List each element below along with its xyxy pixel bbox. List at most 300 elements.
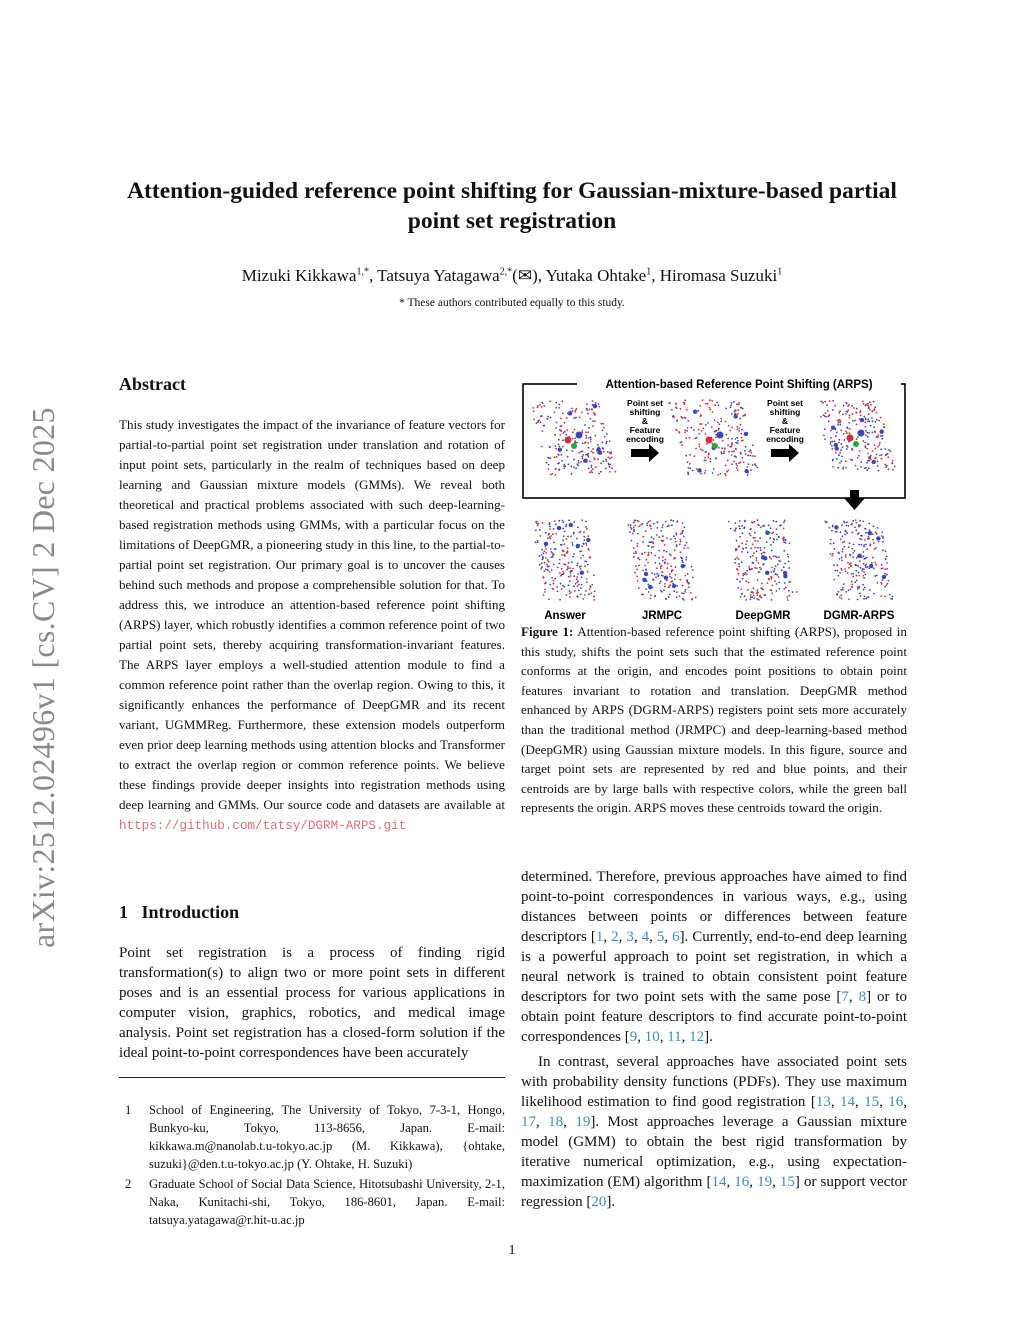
cloud-point bbox=[745, 446, 747, 448]
cloud-point bbox=[644, 552, 646, 554]
cloud-point bbox=[609, 466, 611, 468]
cloud-point bbox=[754, 540, 756, 542]
cloud-point bbox=[646, 559, 648, 561]
cloud-point bbox=[890, 598, 892, 600]
cloud-point bbox=[741, 429, 743, 431]
author-affiliation: 1 bbox=[646, 266, 652, 278]
citation-link[interactable]: 15 bbox=[864, 1094, 880, 1110]
cloud-point bbox=[758, 571, 760, 573]
cloud-point bbox=[609, 440, 611, 442]
cloud-cluster bbox=[569, 523, 573, 527]
cloud-point bbox=[685, 575, 687, 577]
cloud-point bbox=[792, 591, 794, 593]
cloud-point bbox=[568, 576, 570, 578]
cloud-point bbox=[541, 446, 543, 448]
cloud-point bbox=[877, 460, 879, 462]
cloud-point bbox=[649, 520, 651, 522]
cloud-point bbox=[750, 596, 752, 598]
cloud-point bbox=[848, 589, 850, 591]
cloud-point bbox=[556, 456, 558, 458]
cloud-point bbox=[776, 534, 778, 536]
cloud-point bbox=[778, 536, 780, 538]
citation-link[interactable]: 9 bbox=[629, 1029, 638, 1045]
cloud-point bbox=[586, 403, 588, 405]
cloud-point bbox=[864, 574, 866, 576]
cloud-point bbox=[741, 561, 743, 563]
cloud-point bbox=[865, 598, 867, 600]
cloud-point bbox=[549, 400, 551, 402]
cloud-point bbox=[834, 405, 836, 407]
cloud-cluster bbox=[835, 446, 839, 450]
cloud-point bbox=[858, 532, 860, 534]
citation-link[interactable]: 16 bbox=[734, 1174, 750, 1190]
citation-link[interactable]: 14 bbox=[839, 1094, 855, 1110]
cloud-point bbox=[661, 565, 663, 567]
cloud-point bbox=[833, 579, 835, 581]
cloud-point bbox=[553, 528, 555, 530]
cloud-point bbox=[846, 403, 848, 405]
cloud-point bbox=[857, 468, 859, 470]
cloud-point bbox=[867, 538, 869, 540]
cloud-point bbox=[858, 544, 860, 546]
right-arrow-icon bbox=[631, 444, 659, 462]
cloud-point bbox=[712, 411, 714, 413]
cloud-point bbox=[681, 592, 683, 594]
cloud-point bbox=[585, 542, 587, 544]
cloud-point bbox=[709, 458, 711, 460]
cloud-point bbox=[752, 455, 754, 457]
step-label-line: Point set bbox=[627, 398, 663, 408]
cloud-point bbox=[874, 448, 876, 450]
cloud-point bbox=[541, 402, 543, 404]
cloud-point bbox=[862, 440, 864, 442]
cloud-point bbox=[866, 469, 868, 471]
citation-link[interactable]: 10 bbox=[644, 1029, 660, 1045]
cloud-point bbox=[687, 474, 689, 476]
cloud-point bbox=[665, 598, 667, 600]
cloud-point bbox=[788, 567, 790, 569]
cloud-point bbox=[560, 430, 562, 432]
cloud-point bbox=[778, 582, 780, 584]
cloud-point bbox=[680, 533, 682, 535]
step-label-line: Feature bbox=[629, 425, 661, 435]
cloud-point bbox=[733, 450, 735, 452]
cloud-point bbox=[830, 553, 832, 555]
cloud-point bbox=[736, 578, 738, 580]
cloud-point bbox=[832, 553, 834, 555]
cloud-point bbox=[554, 445, 556, 447]
cloud-point bbox=[731, 463, 733, 465]
cloud-point bbox=[852, 520, 854, 522]
cloud-point bbox=[852, 413, 854, 415]
cloud-point bbox=[728, 521, 730, 523]
cloud-point bbox=[721, 447, 723, 449]
cloud-point bbox=[833, 542, 835, 544]
citation-link[interactable]: 6 bbox=[672, 929, 680, 945]
cloud-point bbox=[840, 538, 842, 540]
cloud-point bbox=[757, 547, 759, 549]
cloud-point bbox=[862, 584, 864, 586]
cloud-point bbox=[659, 583, 661, 585]
cloud-point bbox=[673, 415, 675, 417]
cloud-point bbox=[701, 423, 703, 425]
cloud-point bbox=[771, 550, 773, 552]
cloud-point bbox=[883, 427, 885, 429]
cloud-point bbox=[573, 417, 575, 419]
cloud-point bbox=[545, 532, 547, 534]
paper-title: Attention-guided reference point shifting for Gaussian-mixture-based partial point set registration bbox=[127, 178, 897, 234]
cloud-point bbox=[840, 460, 842, 462]
down-arrow-icon bbox=[844, 490, 865, 510]
cloud-point bbox=[561, 460, 563, 462]
cloud-cluster bbox=[557, 526, 561, 530]
cloud-point bbox=[707, 456, 709, 458]
cloud-point bbox=[552, 552, 554, 554]
cloud-cluster bbox=[761, 555, 765, 559]
cloud-point bbox=[831, 445, 833, 447]
cloud-point bbox=[737, 409, 739, 411]
cloud-point bbox=[752, 562, 754, 564]
cloud-point bbox=[877, 446, 879, 448]
cloud-point bbox=[847, 409, 849, 411]
citation-link[interactable]: 11 bbox=[667, 1029, 682, 1045]
cloud-point bbox=[788, 590, 790, 592]
cloud-point bbox=[840, 594, 842, 596]
cloud-point bbox=[567, 567, 569, 569]
cloud-point bbox=[866, 557, 868, 559]
cloud-point bbox=[767, 582, 769, 584]
cloud-point bbox=[562, 520, 564, 522]
cloud-point bbox=[742, 408, 744, 410]
source-code-link[interactable]: https://github.com/tatsy/DGRM-ARPS.git bbox=[119, 819, 407, 833]
cloud-point bbox=[605, 442, 607, 444]
cloud-point bbox=[705, 403, 707, 405]
cloud-point bbox=[684, 591, 686, 593]
text-run: ]. bbox=[606, 1194, 616, 1210]
cloud-point bbox=[742, 440, 744, 442]
cloud-point bbox=[846, 448, 848, 450]
mail-icon[interactable]: (✉) bbox=[512, 266, 538, 285]
cloud-point bbox=[867, 418, 869, 420]
author-affiliation: 2,* bbox=[499, 266, 513, 278]
cloud-point bbox=[760, 547, 762, 549]
citation-link[interactable]: 20 bbox=[591, 1194, 607, 1210]
cloud-point bbox=[773, 538, 775, 540]
cloud-point bbox=[871, 417, 873, 419]
text-run: ] or to obtain point feature descriptors to find accurate point-to-point correspondences [ bbox=[521, 989, 907, 1045]
cloud-point bbox=[696, 437, 698, 439]
cloud-point bbox=[642, 541, 644, 543]
cloud-point bbox=[670, 519, 672, 521]
cloud-point bbox=[589, 557, 591, 559]
cloud-point bbox=[679, 579, 681, 581]
cloud-point bbox=[715, 457, 717, 459]
cloud-point bbox=[783, 588, 785, 590]
cloud-point bbox=[751, 568, 753, 570]
cloud-point bbox=[587, 442, 589, 444]
cloud-point bbox=[750, 452, 752, 454]
cloud-point bbox=[584, 594, 586, 596]
cloud-point bbox=[881, 531, 883, 533]
cloud-point bbox=[686, 556, 688, 558]
citation-link[interactable]: 18 bbox=[548, 1114, 564, 1130]
cloud-point bbox=[670, 565, 672, 567]
cloud-point bbox=[745, 543, 747, 545]
citation-link[interactable]: 19 bbox=[575, 1114, 591, 1130]
cloud-point bbox=[770, 589, 772, 591]
cloud-point bbox=[564, 555, 566, 557]
cloud-point bbox=[863, 589, 865, 591]
cloud-point bbox=[867, 460, 869, 462]
cloud-point bbox=[702, 449, 704, 451]
cloud-point bbox=[723, 452, 725, 454]
cloud-point bbox=[654, 562, 656, 564]
citation-link[interactable]: 17 bbox=[521, 1114, 536, 1130]
cloud-point bbox=[776, 583, 778, 585]
cloud-point bbox=[708, 452, 710, 454]
cloud-point bbox=[881, 583, 883, 585]
cloud-point bbox=[638, 557, 640, 559]
cloud-point bbox=[875, 531, 877, 533]
cloud-point bbox=[605, 468, 607, 470]
cloud-point bbox=[592, 448, 594, 450]
cloud-point bbox=[744, 450, 746, 452]
cloud-cluster bbox=[876, 536, 880, 540]
cloud-point bbox=[853, 544, 855, 546]
cloud-point bbox=[875, 421, 877, 423]
cloud-point bbox=[873, 426, 875, 428]
cloud-point bbox=[756, 598, 758, 600]
cloud-point bbox=[646, 525, 648, 527]
cloud-point bbox=[861, 539, 863, 541]
cloud-point bbox=[764, 594, 766, 596]
cloud-point bbox=[566, 552, 568, 554]
citation-link[interactable]: 8 bbox=[858, 989, 867, 1005]
cloud-point bbox=[727, 444, 729, 446]
arxiv-identifier: arXiv:2512.02496v1 [cs.CV] 2 Dec 2025 bbox=[25, 407, 61, 948]
cloud-point bbox=[592, 468, 594, 470]
citation-link[interactable]: 2 bbox=[611, 929, 619, 945]
cloud-point bbox=[532, 407, 534, 409]
cloud-point bbox=[588, 593, 590, 595]
footnote-number: 1 bbox=[125, 1103, 132, 1117]
citation-link[interactable]: 1 bbox=[595, 929, 604, 945]
citation-link[interactable]: 5 bbox=[656, 929, 665, 945]
cloud-point bbox=[681, 532, 683, 534]
cloud-point bbox=[840, 449, 842, 451]
cloud-point bbox=[546, 418, 548, 420]
cloud-point bbox=[665, 521, 667, 523]
cloud-point bbox=[842, 589, 844, 591]
cloud-point bbox=[847, 411, 849, 413]
cloud-point bbox=[725, 465, 727, 467]
cloud-point bbox=[660, 590, 662, 592]
cloud-point bbox=[633, 547, 635, 549]
cloud-point bbox=[568, 584, 570, 586]
cloud-point bbox=[736, 467, 738, 469]
cloud-point bbox=[740, 433, 742, 435]
citation-link[interactable]: 12 bbox=[689, 1029, 705, 1045]
citation-link[interactable]: 3 bbox=[626, 929, 634, 945]
cloud-point bbox=[537, 540, 539, 542]
cloud-point bbox=[764, 547, 766, 549]
cloud-point bbox=[877, 434, 879, 436]
cloud-point bbox=[775, 565, 777, 567]
cloud-point bbox=[587, 571, 589, 573]
cloud-point bbox=[876, 412, 878, 414]
cloud-point bbox=[839, 424, 841, 426]
citation-link[interactable]: 14 bbox=[711, 1174, 727, 1190]
cloud-point bbox=[637, 545, 639, 547]
cloud-point bbox=[745, 414, 747, 416]
cloud-point bbox=[734, 455, 736, 457]
cloud-point bbox=[861, 570, 863, 572]
citation-link[interactable]: 16 bbox=[888, 1094, 904, 1110]
cloud-point bbox=[748, 463, 750, 465]
cloud-point bbox=[737, 587, 739, 589]
cloud-point bbox=[738, 573, 740, 575]
cloud-point bbox=[860, 410, 862, 412]
cloud-point bbox=[870, 404, 872, 406]
cloud-point bbox=[891, 462, 893, 464]
citation-link[interactable]: 4 bbox=[641, 929, 650, 945]
cloud-point bbox=[588, 437, 590, 439]
cloud-point bbox=[571, 408, 573, 410]
cloud-point bbox=[682, 522, 684, 524]
cloud-point bbox=[882, 549, 884, 551]
introduction-section bbox=[119, 902, 505, 1063]
cloud-point bbox=[577, 596, 579, 598]
author-name: Mizuki Kikkawa bbox=[241, 266, 357, 285]
cloud-point bbox=[735, 527, 737, 529]
cloud-point bbox=[656, 567, 658, 569]
cloud-point bbox=[586, 437, 588, 439]
cloud-point bbox=[563, 521, 565, 523]
cloud-point bbox=[586, 544, 588, 546]
cloud-point bbox=[829, 400, 831, 402]
cloud-point bbox=[560, 434, 562, 436]
cloud-point bbox=[651, 547, 653, 549]
cloud-point bbox=[583, 536, 585, 538]
cloud-point bbox=[692, 577, 694, 579]
cloud-point bbox=[550, 535, 552, 537]
cloud-point bbox=[735, 410, 737, 412]
cloud-point bbox=[848, 432, 850, 434]
cloud-point bbox=[838, 439, 840, 441]
cloud-point bbox=[582, 450, 584, 452]
cloud-point bbox=[544, 591, 546, 593]
cloud-point bbox=[839, 422, 841, 424]
cloud-point bbox=[673, 590, 675, 592]
cloud-point bbox=[749, 569, 751, 571]
citation-link[interactable]: 19 bbox=[757, 1174, 773, 1190]
cloud-point bbox=[647, 555, 649, 557]
cloud-point bbox=[855, 529, 857, 531]
cloud-cluster bbox=[783, 574, 787, 578]
cloud-point bbox=[839, 572, 841, 574]
cloud-point bbox=[573, 575, 575, 577]
equal-contribution-note: * These authors contributed equally to this study. bbox=[399, 297, 625, 309]
cloud-point bbox=[538, 420, 540, 422]
cloud-point bbox=[702, 428, 704, 430]
cloud-point bbox=[857, 599, 859, 601]
step-label-line: & bbox=[781, 416, 789, 426]
cloud-point bbox=[564, 531, 566, 533]
section-title: Introduction bbox=[141, 902, 240, 922]
cloud-point bbox=[837, 551, 839, 553]
cloud-point bbox=[567, 456, 569, 458]
citation-link[interactable]: 15 bbox=[779, 1174, 795, 1190]
cloud-point bbox=[575, 583, 577, 585]
cloud-point bbox=[634, 525, 636, 527]
cloud-point bbox=[587, 413, 589, 415]
cloud-point bbox=[856, 412, 858, 414]
cloud-point bbox=[842, 535, 844, 537]
cloud-point bbox=[843, 546, 845, 548]
cloud-point bbox=[742, 457, 744, 459]
cloud-point bbox=[541, 566, 543, 568]
cloud-point bbox=[865, 417, 867, 419]
abstract-text: This study investigates the impact of the invariance of feature vectors for partial-to-partial point set registration under translation and rotation of input point sets, particularly in the realm of techniques based on deep learning and Gaussian mixture models (GMMs). We reveal both theoretical and practical problems associated with such deep-learning-based registration methods using GMMs, with a particular focus on the limitations of DeepGMR, a pioneering study in this line, to the partial-to-partial point set registration. Our primary goal is to uncover the causes behind such methods and propose a comprehensible solution for that. To address this, we introduce an attention-based reference point shifting (ARPS) layer, which robustly identifies a common reference point of two partial point sets, thereby acquiring transformation-invariant features. The ARPS layer employs a well-studied attention module to find a common reference point rather than the overlap region. Owing to this, it significantly enhances the performance of DeepGMR and its recent variant, UGMMReg. Furthermore, these extension models outperform even prior deep learning methods using attention blocks and Transformer to extract the overlap region or common reference points. We believe these findings provide deeper insights into registration methods using deep learning and GMMs. Our source code and datasets are available at bbox=[119, 417, 505, 812]
cloud-point bbox=[611, 467, 613, 469]
cloud-point bbox=[563, 543, 565, 545]
cloud-point bbox=[555, 468, 557, 470]
cloud-point bbox=[581, 584, 583, 586]
cloud-point bbox=[588, 427, 590, 429]
cloud-point bbox=[745, 572, 747, 574]
cloud-point bbox=[685, 589, 687, 591]
cloud-point bbox=[750, 547, 752, 549]
cloud-point bbox=[742, 578, 744, 580]
cloud-point bbox=[671, 409, 673, 411]
cloud-point bbox=[748, 582, 750, 584]
cloud-point bbox=[867, 403, 869, 405]
cloud-point bbox=[840, 531, 842, 533]
cloud-point bbox=[582, 458, 584, 460]
cloud-point bbox=[586, 408, 588, 410]
cloud-point bbox=[570, 572, 572, 574]
cloud-point bbox=[582, 454, 584, 456]
cloud-point bbox=[649, 525, 651, 527]
cloud-point bbox=[573, 459, 575, 461]
cloud-point bbox=[552, 533, 554, 535]
cloud-point bbox=[553, 554, 555, 556]
cloud-point bbox=[854, 420, 856, 422]
cloud-cluster bbox=[834, 443, 838, 447]
cloud-point bbox=[631, 540, 633, 542]
cloud-point bbox=[888, 449, 890, 451]
cloud-point bbox=[550, 538, 552, 540]
cloud-point bbox=[572, 568, 574, 570]
cloud-point bbox=[873, 401, 875, 403]
cloud-point bbox=[580, 557, 582, 559]
cloud-point bbox=[664, 559, 666, 561]
cloud-point bbox=[836, 594, 838, 596]
cloud-point bbox=[858, 565, 860, 567]
cloud-point bbox=[860, 466, 862, 468]
step-label-line: encoding bbox=[626, 434, 664, 444]
cloud-point bbox=[892, 460, 894, 462]
citation-link[interactable]: 13 bbox=[815, 1094, 831, 1110]
cloud-point bbox=[830, 543, 832, 545]
cloud-point bbox=[679, 442, 681, 444]
cloud-point bbox=[588, 549, 590, 551]
cloud-point bbox=[863, 598, 865, 600]
cloud-point bbox=[543, 570, 545, 572]
citation-link[interactable]: 7 bbox=[841, 989, 849, 1005]
cloud-point bbox=[695, 597, 697, 599]
cloud-point bbox=[784, 582, 786, 584]
